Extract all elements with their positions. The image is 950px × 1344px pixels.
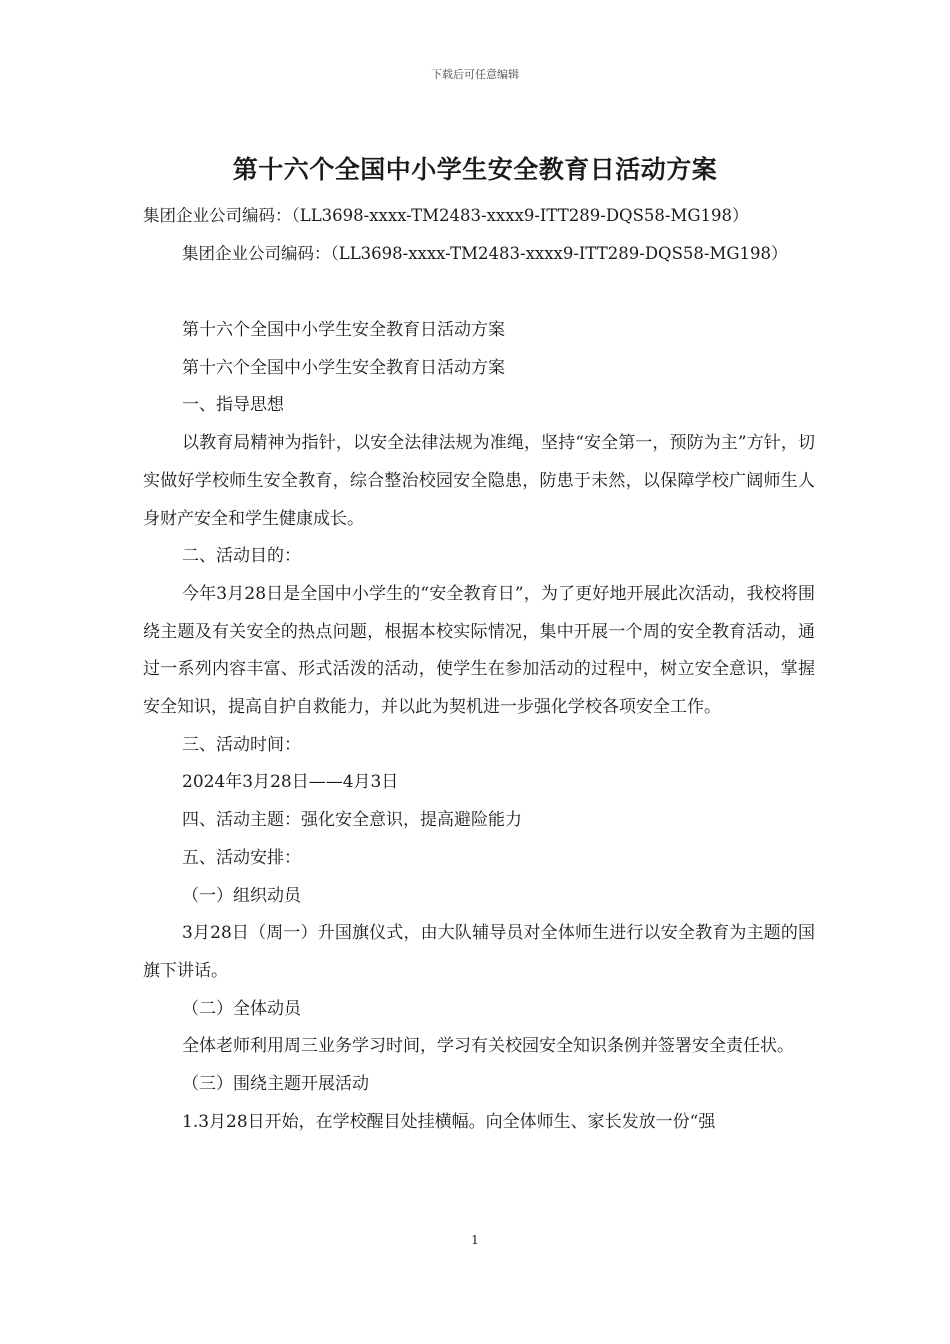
paragraph-mobilization: 3月28日（周一）升国旗仪式，由大队辅导员对全体师生进行以安全教育为主题的国旗下讲话。 — [143, 923, 815, 981]
paragraph-guiding-idea: 以教育局精神为指针，以安全法律法规为准绳，坚持“安全第一，预防为主”方针，切实做好学校师生安全教育，综合整治校园安全隐患，防患于未然，以保障学校广阔师生人身财产安全和学生健康成长。 — [143, 433, 815, 529]
company-code-line: 集团企业公司编码：（LL3698-xxxx-TM2483-xxxx9-ITT289-DQS58-MG198） — [143, 206, 749, 225]
header-note: 下载后可任意编辑 — [431, 68, 519, 81]
paragraph-all-staff: 全体老师利用周三业务学习时间，学习有关校园安全知识条例并签署安全责任状。 — [182, 1036, 794, 1057]
subheading-mobilization: （一）组织动员 — [182, 885, 301, 906]
document-body — [143, 312, 815, 1141]
company-code-line: 集团企业公司编码：（LL3698-xxxx-TM2483-xxxx9-ITT289-DQS58-MG198） — [182, 244, 788, 263]
paragraph-repeat-title: 第十六个全国中小学生安全教育日活动方案 — [182, 357, 505, 378]
section-heading-purpose: 二、活动目的： — [182, 546, 301, 567]
subheading-activities: （三）围绕主题开展活动 — [182, 1074, 369, 1095]
section-heading-time: 三、活动时间： — [182, 734, 301, 755]
page-number: 1 — [471, 1233, 479, 1247]
section-heading-arrangement: 五、活动安排： — [182, 847, 301, 868]
subheading-all-staff: （二）全体动员 — [182, 998, 301, 1019]
section-heading-theme: 四、活动主题：强化安全意识，提高避险能力 — [182, 810, 522, 831]
paragraph-time: 2024年3月28日——4月3日 — [182, 772, 399, 793]
paragraph-repeat-title: 第十六个全国中小学生安全教育日活动方案 — [182, 320, 505, 340]
section-heading-guiding-idea: 一、指导思想 — [182, 395, 284, 416]
paragraph-purpose: 今年3月28日是全国中小学生的“安全教育日”，为了更好地开展此次活动，我校将围绕主题及有关安全的热点问题，根据本校实际情况，集中开展一个周的安全教育活动，通过一系列内容丰富、形式活泼的活动，使学生在参加活动的过程中，树立安全意识，掌握安全知识，提高自护自救能力，并以此为契机进一步强化学校各项安全工作。 — [143, 583, 815, 718]
document-title: 第十六个全国中小学生安全教育日活动方案 — [232, 155, 718, 184]
paragraph-activity-1: 1.3月28日开始，在学校醒目处挂横幅。向全体师生、家长发放一份“强 — [182, 1111, 716, 1132]
